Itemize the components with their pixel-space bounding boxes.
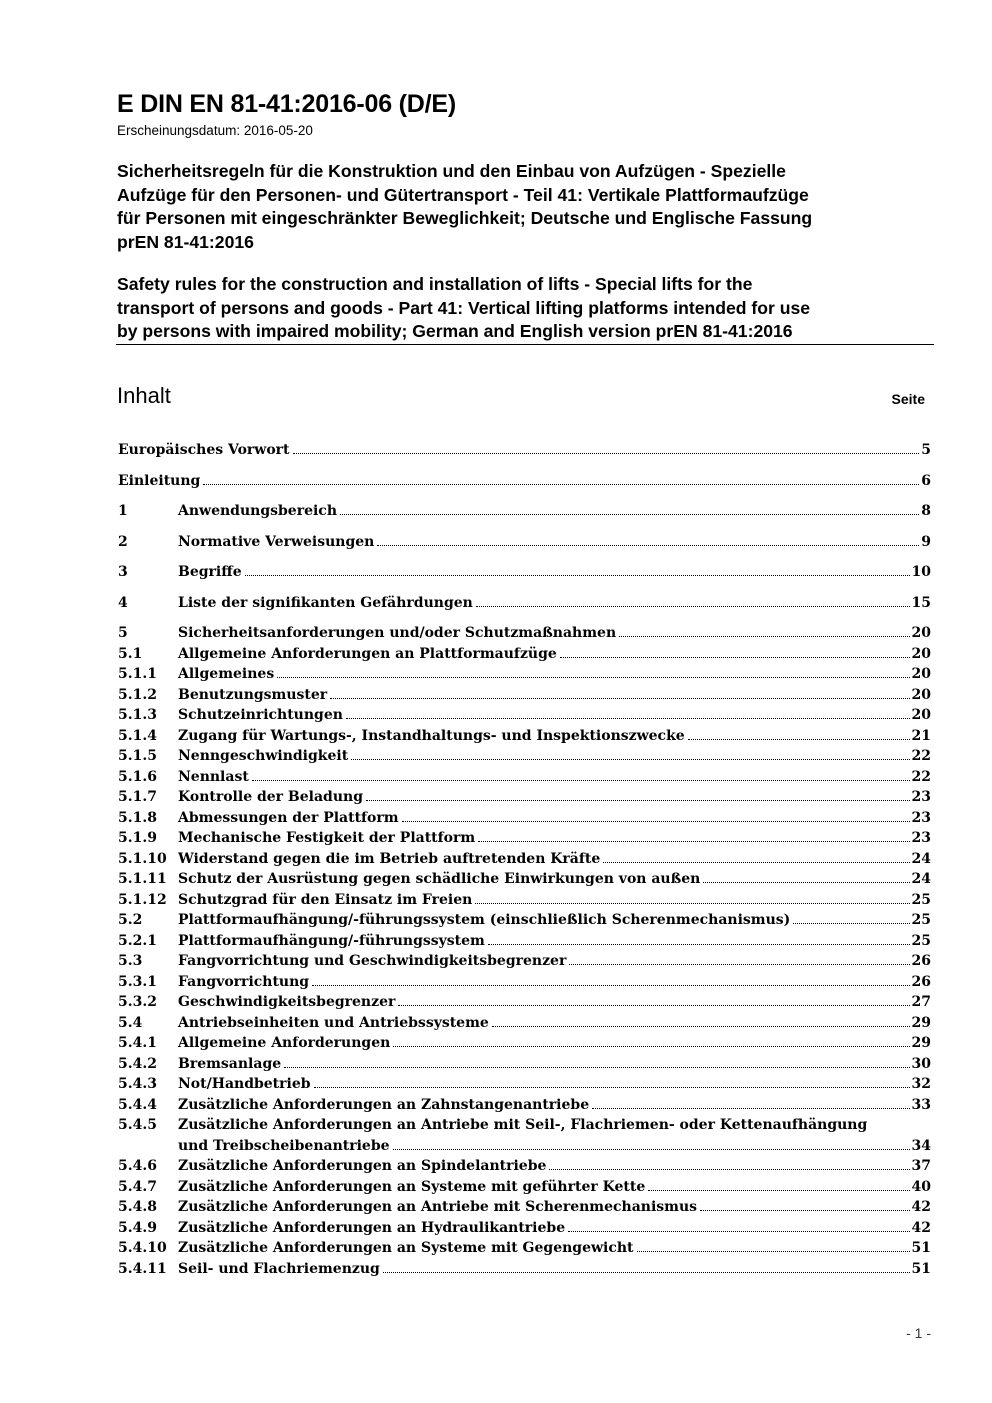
toc-entry-title: Anwendungsbereich xyxy=(178,503,337,519)
toc-dot-leader xyxy=(351,746,909,760)
document-number: E DIN EN 81-41:2016-06 (D/E) xyxy=(117,90,456,118)
toc-entry-number: 5.4.1 xyxy=(118,1035,157,1051)
toc-entry-title: Zugang für Wartungs-, Instandhaltungs- und Inspektionszwecke xyxy=(178,727,685,744)
toc-entry-number: 5.1.1 xyxy=(118,666,157,682)
toc-entry[interactable] xyxy=(118,593,931,614)
toc-entry-number: 5.4 xyxy=(118,1014,143,1031)
toc-entry-title: Schutzgrad für den Einsatz im Freien xyxy=(178,891,473,908)
toc-entry-page: 27 xyxy=(911,994,931,1010)
toc-dot-leader xyxy=(366,787,910,801)
toc-entry[interactable] xyxy=(118,1156,931,1177)
toc-entry[interactable] xyxy=(118,746,931,767)
toc-entry-page: 23 xyxy=(911,830,931,846)
toc-entry-page: 6 xyxy=(921,472,931,489)
toc-dot-leader xyxy=(603,849,909,863)
toc-entry[interactable] xyxy=(118,685,931,706)
toc-entry[interactable] xyxy=(118,440,931,461)
toc-dot-leader xyxy=(245,562,910,576)
toc-entry-title: Zusätzliche Anforderungen an Spindelantriebe xyxy=(178,1158,547,1174)
toc-dot-leader xyxy=(700,1197,909,1211)
toc-entry[interactable] xyxy=(118,869,931,890)
toc-entry[interactable] xyxy=(118,644,931,665)
toc-dot-leader xyxy=(314,1074,910,1088)
toc-entry-page: 23 xyxy=(911,789,931,805)
toc-entry-number: 5.3.1 xyxy=(118,973,157,990)
toc-dot-leader xyxy=(568,1218,909,1232)
toc-entry[interactable] xyxy=(118,1218,931,1239)
toc-dot-leader xyxy=(488,931,910,945)
toc-entry-page: 25 xyxy=(911,932,931,949)
toc-dot-leader xyxy=(475,890,909,904)
toc-dot-leader xyxy=(383,1259,910,1273)
toc-entry-title: Zusätzliche Anforderungen an Zahnstangenantriebe xyxy=(178,1096,590,1113)
toc-entry[interactable] xyxy=(118,767,931,788)
title-english xyxy=(117,273,947,344)
toc-dot-leader xyxy=(346,705,910,719)
toc-entry-title: Zusätzliche Anforderungen an Hydraulikantriebe xyxy=(178,1219,566,1236)
toc-entry[interactable] xyxy=(118,1238,931,1259)
toc-dot-leader xyxy=(377,532,919,546)
toc-entry-page: 37 xyxy=(911,1158,931,1174)
toc-entry-number: 5.3 xyxy=(118,953,143,969)
toc-entry[interactable] xyxy=(118,1095,931,1116)
toc-entry-page: 29 xyxy=(911,1014,931,1031)
toc-dot-leader xyxy=(277,664,909,678)
toc-entry[interactable] xyxy=(118,787,931,808)
toc-dot-leader xyxy=(402,808,910,822)
toc-entry-number: 5.1.9 xyxy=(118,830,157,846)
toc-dot-leader xyxy=(569,951,909,965)
toc-dot-leader xyxy=(793,910,909,924)
toc-entry[interactable] xyxy=(118,849,931,870)
toc-dot-leader xyxy=(330,685,909,699)
toc-entry[interactable] xyxy=(118,501,931,522)
toc-entry-number: 5.1.3 xyxy=(118,707,157,723)
toc-dot-leader xyxy=(340,501,919,515)
toc-entry-page: 20 xyxy=(911,686,931,703)
toc-entry-title: Fangvorrichtung und Geschwindigkeitsbegrenzer xyxy=(178,953,567,969)
toc-entry-page: 29 xyxy=(911,1035,931,1051)
toc-entry[interactable] xyxy=(118,1197,931,1218)
toc-entry-page: 20 xyxy=(911,666,931,682)
toc-dot-leader xyxy=(478,828,909,842)
toc-entry-title: Zusätzliche Anforderungen an Antriebe mit Seil-, Flachriemen- oder Kettenaufhängung xyxy=(178,1117,868,1133)
toc-entry-title: Plattformaufhängung/-führungssystem (einschließlich Scherenmechanismus) xyxy=(178,912,791,928)
toc-entry-title: Fangvorrichtung xyxy=(178,973,310,990)
toc-entry-number: 5.1 xyxy=(118,645,143,662)
toc-entry-title: Begriffe xyxy=(178,564,242,580)
toc-entry[interactable] xyxy=(118,1177,931,1198)
toc-entry-number: 5.4.9 xyxy=(118,1219,157,1236)
toc-entry-number: 5.1.5 xyxy=(118,748,157,764)
toc-entry-title: Plattformaufhängung/-führungssystem xyxy=(178,932,485,949)
toc-dot-leader xyxy=(637,1238,910,1252)
toc-entry-title: Zusätzliche Anforderungen an Systeme mit Gegengewicht xyxy=(178,1240,634,1256)
toc-entry[interactable] xyxy=(118,910,931,931)
toc-entry-title: Antriebseinheiten und Antriebssysteme xyxy=(178,1014,489,1031)
toc-entry[interactable] xyxy=(118,808,931,829)
toc-dot-leader xyxy=(549,1156,909,1170)
toc-dot-leader xyxy=(393,1136,910,1150)
toc-entry-page: 26 xyxy=(911,973,931,990)
toc-entry-title: Nennlast xyxy=(178,768,249,785)
toc-entry[interactable] xyxy=(118,623,931,644)
toc-entry-number: 3 xyxy=(118,564,128,580)
toc-dot-leader xyxy=(476,593,910,607)
title-german xyxy=(117,160,947,254)
toc-entry-title: Schutzeinrichtungen xyxy=(178,707,343,723)
toc-entry-page: 22 xyxy=(911,768,931,785)
toc-dot-leader xyxy=(252,767,910,781)
toc-entry-number: 5.1.12 xyxy=(118,891,167,908)
toc-entry[interactable] xyxy=(118,705,931,726)
toc-entry-title: Mechanische Festigkeit der Plattform xyxy=(178,830,476,846)
toc-dot-leader xyxy=(703,869,909,883)
toc-entry-page: 26 xyxy=(911,953,931,969)
publication-date: Erscheinungsdatum: 2016-05-20 xyxy=(117,123,313,138)
toc-entry-number: 2 xyxy=(118,533,128,550)
toc-entry-title: Zusätzliche Anforderungen an Antriebe mit Scherenmechanismus xyxy=(178,1199,698,1215)
toc-entry-title: Widerstand gegen die im Betrieb auftretenden Kräfte xyxy=(178,850,601,867)
toc-entry-title: Seil- und Flachriemenzug xyxy=(178,1260,380,1277)
toc-entry-page: 22 xyxy=(911,748,931,764)
toc-entry-page: 5 xyxy=(921,442,931,458)
toc-entry-page: 24 xyxy=(911,850,931,867)
toc-entry-title: Allgemeine Anforderungen an Plattformaufzüge xyxy=(178,645,557,662)
toc-entry[interactable] xyxy=(118,664,931,685)
toc-entry-number: 1 xyxy=(118,503,128,519)
toc-page-column-label: Seite xyxy=(891,391,925,407)
toc-entry-number: 5.4.10 xyxy=(118,1240,167,1256)
toc-entry-title: Benutzungsmuster xyxy=(178,686,328,703)
toc-entry-page: 20 xyxy=(911,625,931,641)
toc-entry-number: 5.4.6 xyxy=(118,1158,157,1174)
toc-dot-leader xyxy=(293,440,920,454)
toc-dot-leader xyxy=(312,972,909,986)
toc-entry[interactable] xyxy=(118,1074,931,1095)
toc-entry-title: Geschwindigkeitsbegrenzer xyxy=(178,994,396,1010)
toc-entry-number: 5 xyxy=(118,625,128,641)
title-german-line: Aufzüge für den Personen- und Gütertransport - Teil 41: Vertikale Plattformaufzüge xyxy=(117,184,809,205)
header-divider xyxy=(116,344,934,345)
toc-entry-page: 42 xyxy=(911,1199,931,1215)
toc-entry-page: 15 xyxy=(911,594,931,611)
toc-entry[interactable] xyxy=(118,1013,931,1034)
toc-entry-page: 8 xyxy=(921,503,931,519)
toc-entry-title: Kontrolle der Beladung xyxy=(178,789,363,805)
title-english-line: by persons with impaired mobility; German and English version prEN 81-41:2016 xyxy=(117,321,793,342)
toc-entry-page: 21 xyxy=(911,727,931,744)
toc-entry-page: 32 xyxy=(911,1076,931,1092)
toc-dot-leader xyxy=(592,1095,909,1109)
toc-entry[interactable] xyxy=(118,890,931,911)
toc-dot-leader xyxy=(492,1013,910,1027)
toc-dot-leader xyxy=(648,1177,909,1191)
toc-entry-title: Europäisches Vorwort xyxy=(118,442,290,458)
toc-entry[interactable] xyxy=(118,992,931,1013)
toc-entry-title: Allgemeine Anforderungen xyxy=(178,1035,391,1051)
toc-entry-title: Liste der signifikanten Gefährdungen xyxy=(178,594,473,611)
toc-entry-number: 5.4.3 xyxy=(118,1076,157,1092)
title-german-line: prEN 81-41:2016 xyxy=(117,231,254,252)
toc-entry-page: 10 xyxy=(911,564,931,580)
toc-entry-page: 9 xyxy=(921,533,931,550)
toc-entry[interactable] xyxy=(118,972,931,993)
toc-entry-title: Abmessungen der Plattform xyxy=(178,809,399,826)
toc-entry[interactable] xyxy=(118,951,931,972)
toc-dot-leader xyxy=(688,726,910,740)
toc-entry[interactable] xyxy=(118,1259,931,1280)
toc-entry-title: Schutz der Ausrüstung gegen schädliche Einwirkungen von außen xyxy=(178,871,701,887)
toc-entry-title: Bremsanlage xyxy=(178,1055,282,1072)
toc-entry-page: 23 xyxy=(911,809,931,826)
toc-entry-number: 5.1.11 xyxy=(118,871,167,887)
toc-entry[interactable] xyxy=(118,726,931,747)
title-english-line: Safety rules for the construction and installation of lifts - Special lifts for the xyxy=(117,274,753,294)
page-number: - 1 - xyxy=(906,1325,931,1341)
toc-dot-leader xyxy=(203,471,919,485)
toc-dot-leader xyxy=(284,1054,909,1068)
title-german-line: Sicherheitsregeln für die Konstruktion und den Einbau von Aufzügen - Spezielle xyxy=(117,161,786,181)
toc-entry-title: Not/Handbetrieb xyxy=(178,1076,311,1092)
toc-entry-title: Nenngeschwindigkeit xyxy=(178,748,349,764)
toc-entry-number: 5.4.4 xyxy=(118,1096,157,1113)
toc-entry-title: Sicherheitsanforderungen und/oder Schutzmaßnahmen xyxy=(178,625,617,641)
toc-entry-title: Einleitung xyxy=(118,472,201,489)
toc-entry-page: 33 xyxy=(911,1096,931,1113)
toc-dot-leader xyxy=(393,1033,909,1047)
toc-entry-page: 20 xyxy=(911,645,931,662)
toc-dot-leader xyxy=(398,992,909,1006)
toc-entry-page: 51 xyxy=(911,1260,931,1277)
toc-entry[interactable] xyxy=(118,562,931,583)
toc-entry[interactable] xyxy=(118,1033,931,1054)
toc-entry-number: 5.4.5 xyxy=(118,1117,157,1133)
toc-entry[interactable] xyxy=(118,1115,931,1156)
toc-entry-number: 5.4.7 xyxy=(118,1178,157,1195)
toc-entry-page: 42 xyxy=(911,1219,931,1236)
toc-entry-number: 5.1.6 xyxy=(118,768,157,785)
toc-entry-page: 30 xyxy=(911,1055,931,1072)
toc-entry[interactable] xyxy=(118,828,931,849)
toc-entry-title: Normative Verweisungen xyxy=(178,533,375,550)
toc-entry-page: 40 xyxy=(911,1178,931,1195)
toc-entry-number: 5.4.11 xyxy=(118,1260,167,1277)
toc-entry-page: 25 xyxy=(911,912,931,928)
toc-entry-number: 5.2.1 xyxy=(118,932,157,949)
toc-entry-page: 20 xyxy=(911,707,931,723)
toc-entry-number: 5.1.8 xyxy=(118,809,157,826)
toc-entry-page: 24 xyxy=(911,871,931,887)
toc-entry-title: Zusätzliche Anforderungen an Systeme mit geführter Kette xyxy=(178,1178,646,1195)
toc-entry-number: 5.1.2 xyxy=(118,686,157,703)
toc-entry-number: 5.4.8 xyxy=(118,1199,157,1215)
toc-entry-page: 25 xyxy=(911,891,931,908)
toc-entry-page: 34 xyxy=(911,1137,931,1154)
toc-entry-title: und Treibscheibenantriebe xyxy=(178,1137,390,1154)
title-german-line: für Personen mit eingeschränkter Beweglichkeit; Deutsche und Englische Fassung xyxy=(117,208,813,229)
toc-entry-number: 5.1.4 xyxy=(118,727,157,744)
toc-entry-number: 5.1.7 xyxy=(118,789,157,805)
toc-entry[interactable] xyxy=(118,931,931,952)
toc-dot-leader xyxy=(560,644,910,658)
toc-entry-number: 5.4.2 xyxy=(118,1055,157,1072)
toc-heading: Inhalt xyxy=(117,383,171,408)
title-english-line: transport of persons and goods - Part 41: Vertical lifting platforms intended for use xyxy=(117,297,811,318)
toc-dot-leader xyxy=(619,623,909,637)
toc-entry-number: 5.2 xyxy=(118,912,143,928)
toc-entry-number: 5.3.2 xyxy=(118,994,157,1010)
toc-entry[interactable] xyxy=(118,471,931,492)
toc-entry[interactable] xyxy=(118,1054,931,1075)
toc-entry-number: 5.1.10 xyxy=(118,850,167,867)
toc-entry-number: 4 xyxy=(118,594,128,611)
toc-entry[interactable] xyxy=(118,532,931,553)
toc-entry-title: Allgemeines xyxy=(178,666,275,682)
toc-entry-page: 51 xyxy=(911,1240,931,1256)
